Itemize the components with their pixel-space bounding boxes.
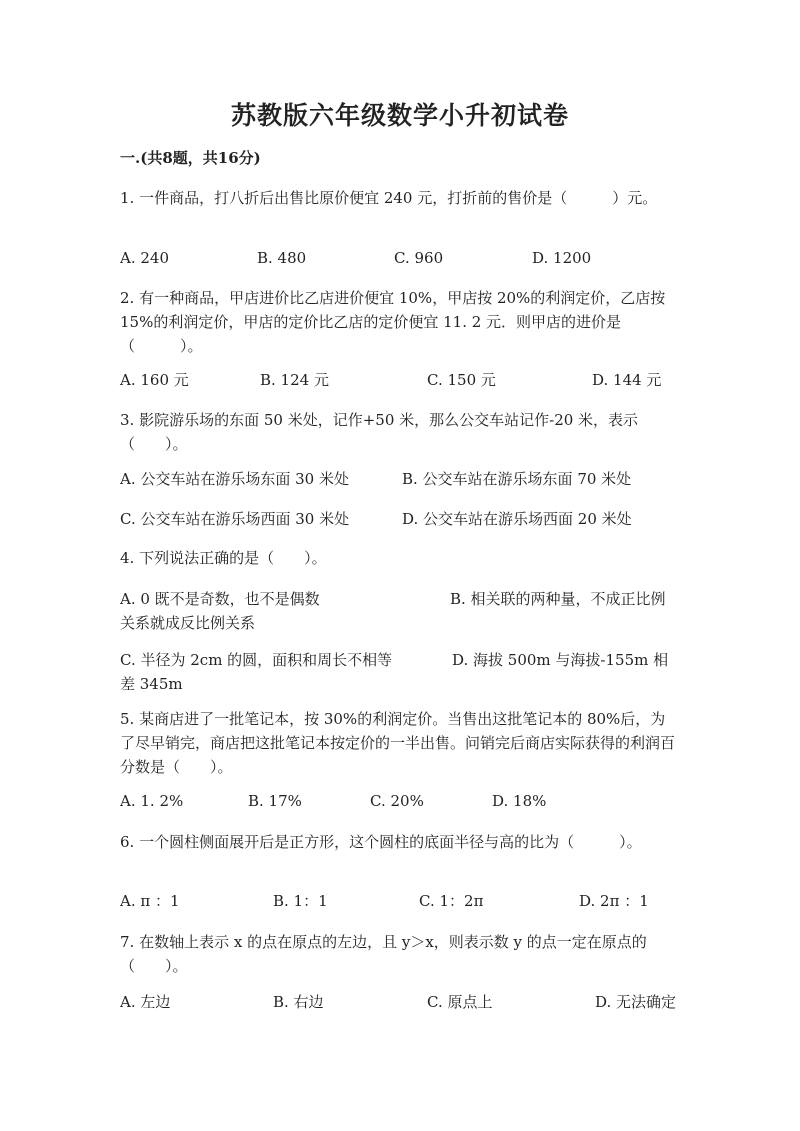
question-1: 1. 一件商品，打八折后出售比原价便宜 240 元，打折前的售价是（ ）元。 [120,189,658,207]
question-5: 5. 某商店进了一批笔记本，按 30%的利润定价。当售出这批笔记本的 80%后，为了尽早销完，商店把这批笔记本按定价的一半出售。问销完后商店实际获得的利润百分数是（ ）。 [120,710,676,776]
q7-option-a[interactable]: A. 左边 [120,993,171,1011]
q6-option-a[interactable]: A. π ：1 [120,892,180,910]
q5-option-d[interactable]: D. 18% [492,792,547,810]
q2-option-b[interactable]: B. 124 元 [260,371,329,389]
q1-option-c[interactable]: C. 960 [394,249,444,267]
q7-option-c[interactable]: C. 原点上 [427,993,493,1011]
q2-option-a[interactable]: A. 160 元 [120,371,189,389]
q2-option-c[interactable]: C. 150 元 [427,371,496,389]
q3-option-b[interactable]: B. 公交车站在游乐场东面 70 米处 [402,470,632,488]
q1-option-b[interactable]: B. 480 [257,249,307,267]
question-3: 3. 影院游乐场的东面 50 米处，记作+50 米，那么公交车站记作-20 米，表示（ ）。 [120,411,639,453]
q4-option-a[interactable]: A. 0 既不是奇数，也不是偶数 [120,590,320,608]
q7-option-b[interactable]: B. 右边 [273,993,324,1011]
question-4: 4. 下列说法正确的是（ ）。 [120,549,327,567]
q6-option-d[interactable]: D. 2π ：1 [579,892,649,910]
q5-option-a[interactable]: A. 1. 2% [120,792,184,810]
q4-option-c[interactable]: C. 半径为 2cm 的圆，面积和周长不相等 [120,651,393,669]
q4-option-d[interactable]: D. 海拔 500m 与海拔-155m 相差 345m [120,651,669,693]
q5-option-b[interactable]: B. 17% [248,792,302,810]
q1-option-a[interactable]: A. 240 [120,249,169,267]
q4-option-b[interactable]: B. 相关联的两种量，不成正比例关系就成反比例关系 [120,590,666,632]
q3-option-c[interactable]: C. 公交车站在游乐场西面 30 米处 [120,510,350,528]
q6-option-b[interactable]: B. 1：1 [273,892,328,910]
question-2: 2. 有一种商品，甲店进价比乙店进价便宜 10%，甲店按 20%的利润定价，乙店按 15%的利润定价，甲店的定价比乙店的定价便宜 11. 2 元．则甲店的进价是（ ）。 [120,289,666,355]
section-heading: 一.(共8题，共16分) [120,149,261,167]
question-7: 7. 在数轴上表示 x 的点在原点的左边，且 y＞x，则表示数 y 的点一定在原点的（ ）。 [120,933,647,975]
question-6: 6. 一个圆柱侧面展开后是正方形，这个圆柱的底面半径与高的比为（ ）。 [120,833,642,851]
q7-option-d[interactable]: D. 无法确定 [595,993,677,1011]
q5-option-c[interactable]: C. 20% [370,792,424,810]
q6-option-c[interactable]: C. 1：2π [419,892,484,910]
q3-option-d[interactable]: D. 公交车站在游乐场西面 20 米处 [402,510,632,528]
q3-option-a[interactable]: A. 公交车站在游乐场东面 30 米处 [120,470,349,488]
exam-title: 苏教版六年级数学小升初试卷 [230,101,569,130]
q2-option-d[interactable]: D. 144 元 [592,371,662,389]
q1-option-d[interactable]: D. 1200 [532,249,592,267]
